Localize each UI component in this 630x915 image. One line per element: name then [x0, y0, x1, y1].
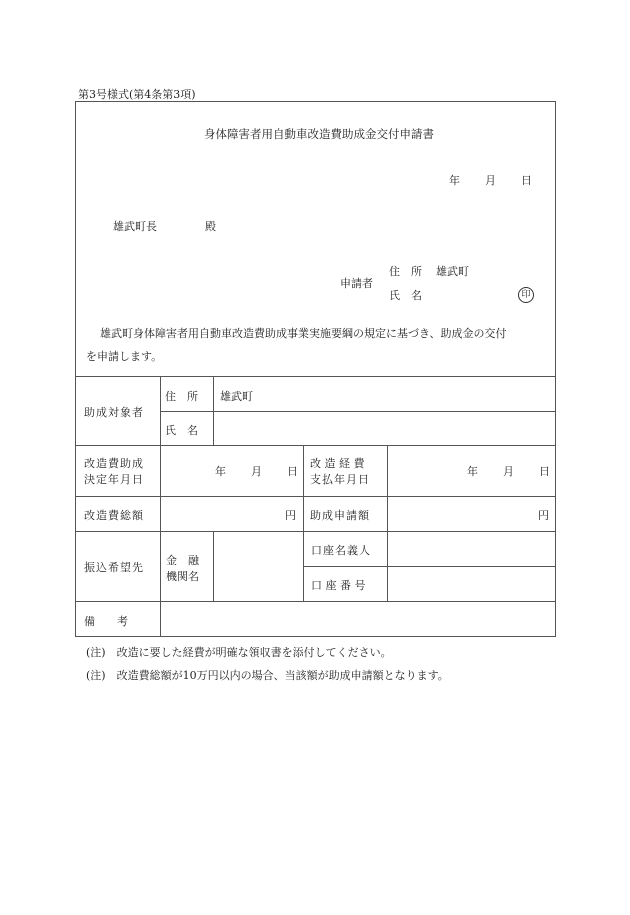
table-rule: [75, 531, 556, 532]
applicant-label: 申請者: [340, 277, 373, 290]
date-day-label: 日: [521, 174, 532, 187]
table-rule: [75, 601, 556, 602]
table-rule: [161, 411, 556, 412]
subject-label: 助成対象者: [84, 406, 144, 419]
addressee-name: 雄武町長: [113, 220, 157, 233]
table-rule: [160, 376, 161, 637]
statement-line-2: を申請します。: [86, 350, 163, 363]
seal-icon: 印: [518, 287, 534, 303]
total-cost-yen: 円: [285, 509, 296, 522]
statement-line-1: 雄武町身体障害者用自動車改造費助成事業実施要綱の規定に基づき、助成金の交付: [100, 327, 507, 340]
total-cost-label: 改造費総額: [84, 509, 144, 522]
decision-month: 月: [251, 465, 262, 478]
decision-year: 年: [215, 465, 226, 478]
table-rule: [303, 445, 304, 601]
date-year-label: 年: [449, 174, 460, 187]
table-rule: [213, 376, 214, 445]
form-number: 第3号様式(第4条第3項): [78, 88, 196, 101]
payment-date-label-2: 支払年月日: [310, 473, 370, 486]
account-number-label: 口 座 番 号: [311, 579, 366, 592]
account-holder-label: 口座名義人: [311, 544, 371, 557]
table-rule: [75, 496, 556, 497]
table-rule: [303, 566, 556, 567]
grant-amount-label: 助成申請額: [310, 509, 370, 522]
note-1: (注) 改造に要した経費が明確な領収書を添付してください。: [86, 646, 392, 659]
grant-amount-yen: 円: [538, 509, 549, 522]
form-title: 身体障害者用自動車改造費助成金交付申請書: [204, 127, 434, 141]
subject-address-value: 雄武町: [220, 390, 253, 403]
decision-date-label-2: 決定年月日: [84, 473, 144, 486]
date-month-label: 月: [485, 174, 496, 187]
subject-address-label: 住 所: [165, 390, 198, 403]
addressee-honorific: 殿: [205, 220, 216, 233]
decision-day: 日: [287, 465, 298, 478]
applicant-address-label: 住 所: [389, 265, 422, 278]
table-rule: [75, 445, 556, 446]
payment-month: 月: [503, 465, 514, 478]
remarks-label: 備 考: [84, 615, 128, 628]
payment-date-label-1: 改 造 経 費: [310, 457, 365, 470]
financial-label-1: 金 融: [166, 554, 199, 567]
subject-name-label: 氏 名: [165, 424, 198, 437]
table-rule: [213, 531, 214, 601]
payment-day: 日: [539, 465, 550, 478]
financial-label-2: 機関名: [166, 570, 199, 583]
note-2: (注) 改造費総額が10万円以内の場合、当該額が助成申請額となります。: [86, 669, 449, 682]
transfer-label: 振込希望先: [84, 561, 144, 574]
decision-date-label-1: 改造費助成: [84, 457, 144, 470]
table-rule: [387, 445, 388, 601]
payment-year: 年: [467, 465, 478, 478]
applicant-name-label: 氏 名: [389, 289, 422, 302]
applicant-address-value: 雄武町: [436, 265, 469, 278]
table-rule: [75, 376, 556, 377]
